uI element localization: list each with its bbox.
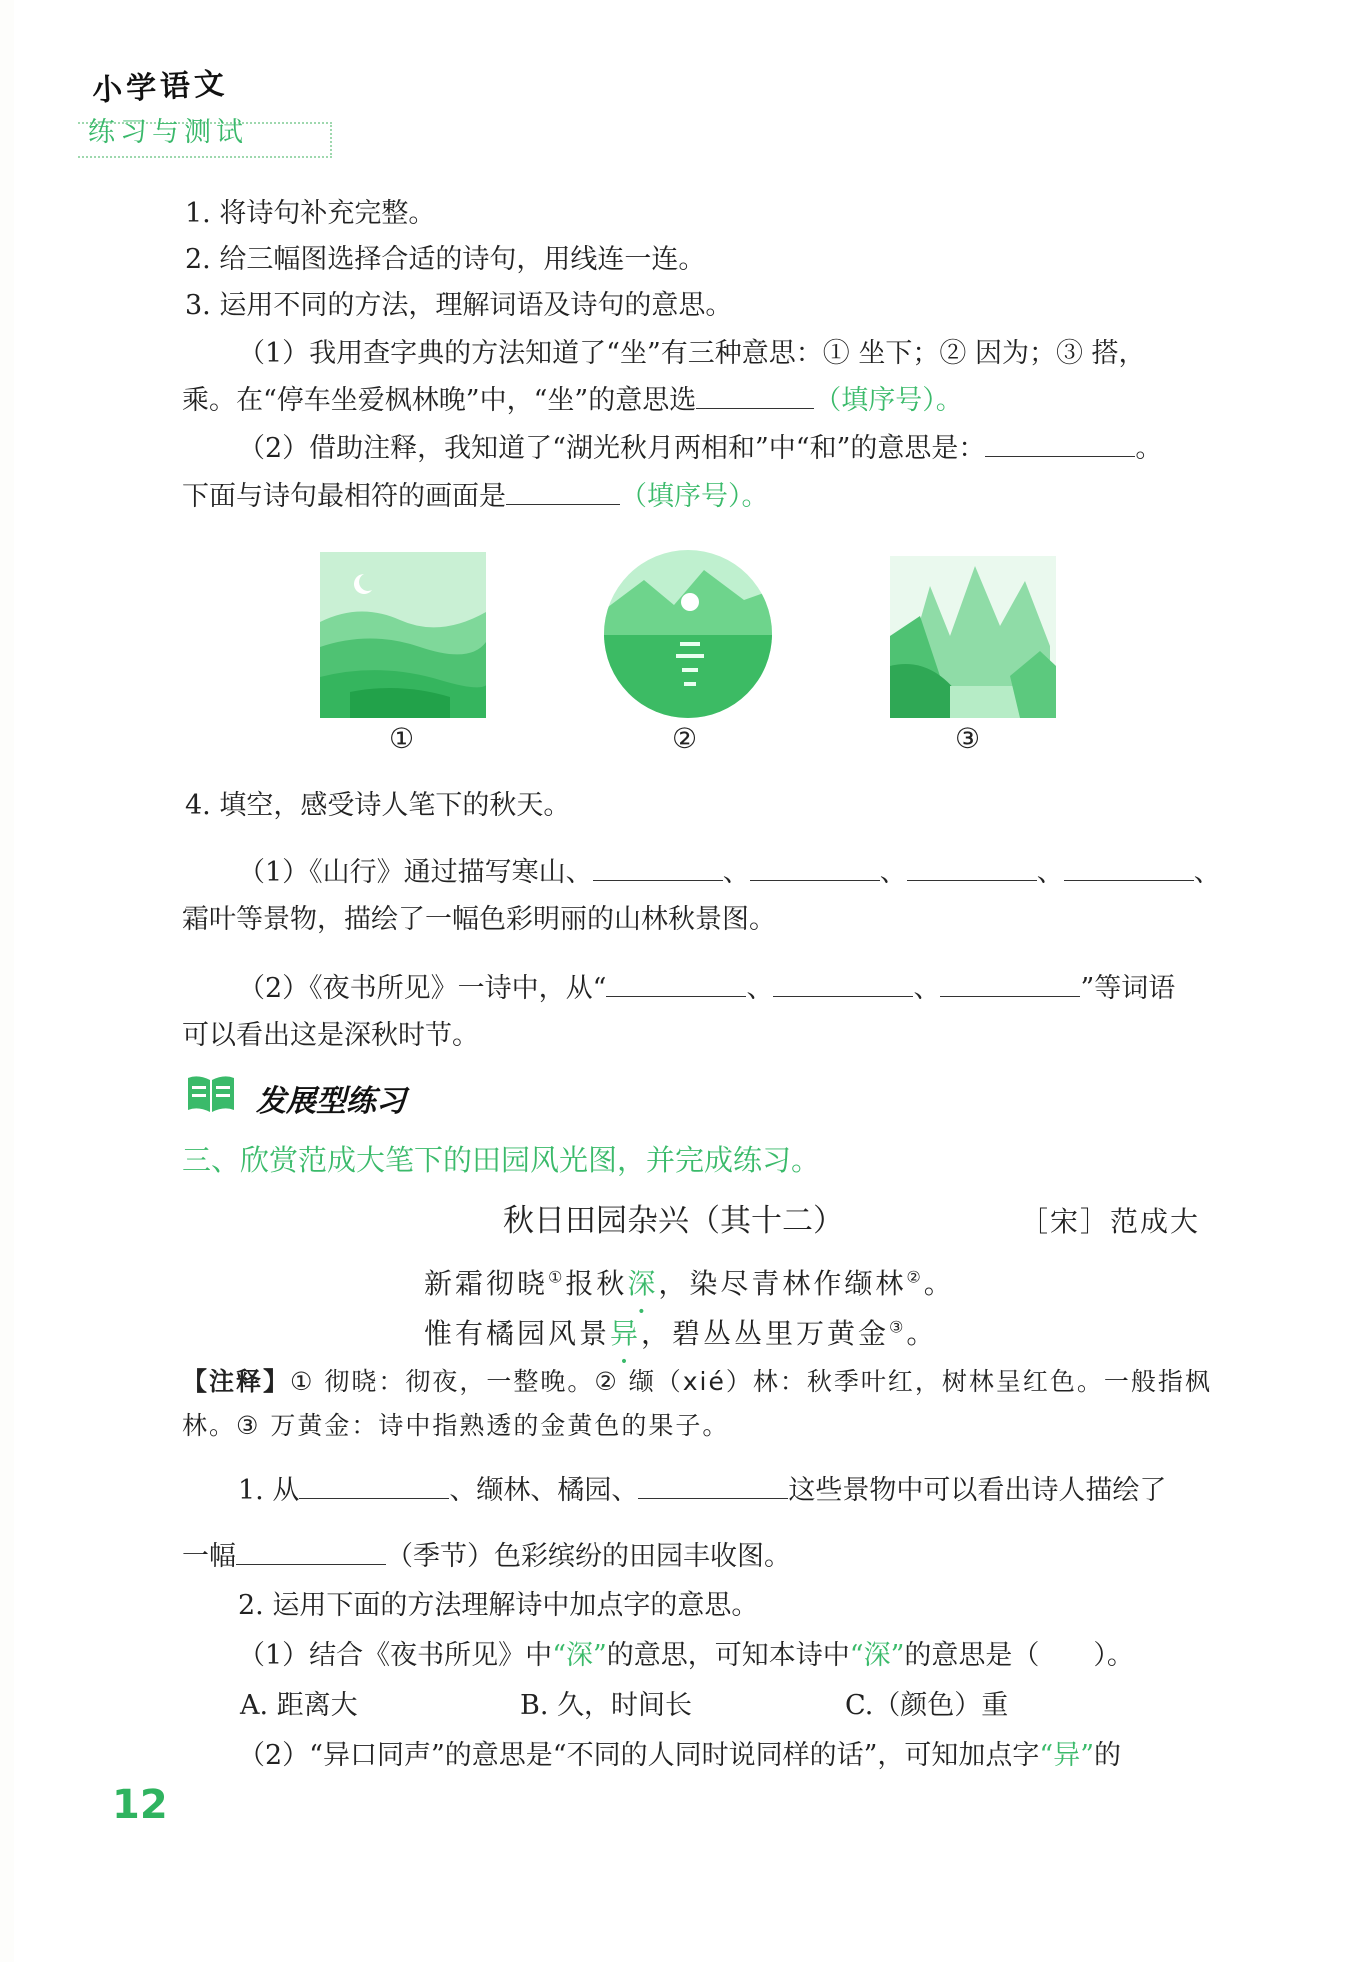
highlight-deep: “深” [552,1640,607,1671]
option-b[interactable]: B. 久，时间长 [520,1690,693,1721]
book-title: 小学语文 [91,66,230,109]
poem-text: 新霜彻晓 [424,1267,549,1300]
highlight-diff: “异” [1039,1740,1094,1771]
question-3-2-line-2 [182,476,769,517]
highlight-deep: “深” [849,1640,905,1671]
page-number: 12 [112,1782,168,1828]
question-3-1-text: 乘。在“停车坐爱枫林晚”中，“坐”的意思选 [182,385,697,416]
annotation-text: ① 彻晓：彻夜，一整晚。② 缬（xié）林：秋季叶红，树林呈红色。一般指枫 [290,1367,1212,1396]
question-4: 4. 填空，感受诗人笔下的秋天。 [185,790,571,821]
landscape-image-1 [320,552,486,718]
fill-hint: （填序号）。 [620,481,769,512]
part-3-heading: 三、欣赏范成大笔下的田园风光图，并完成练习。 [182,1143,821,1177]
question-3-2-line-1 [238,428,1162,469]
book-icon [184,1072,238,1114]
question-4-2-line-1: （2）《夜书所见》一诗中，从“ 、 、 ”等词语 [238,968,1175,1009]
question-4-1-line-1: （1）《山行》通过描写寒山、 、 、 、 、 [238,852,1221,893]
answer-blank[interactable] [606,968,746,997]
question-1: 1. 将诗句补充完整。 [185,198,436,229]
image-label-2: ② [672,722,698,755]
poem-line-2: 惟有橘园风景异，碧丛丛里万黄金③。 [424,1317,938,1350]
question-text: 的 [1094,1740,1121,1771]
question-text: 的意思是（ ）。 [904,1640,1134,1671]
question-4-1-line-2: 霜叶等景物，描绘了一幅色彩明丽的山林秋景图。 [182,904,776,935]
answer-blank[interactable] [638,1470,788,1499]
poem-title: 秋日田园杂兴（其十二） [503,1203,844,1239]
question-3-2-text-2: 下面与诗句最相符的画面是 [182,481,506,512]
image-label-3: ③ [955,722,981,755]
question-text: （2）“异口同声”的意思是“不同的人同时说同样的话”，可知加点字 [238,1740,1040,1771]
book-subtitle: 练习与测试 [88,117,248,148]
poem-text: 惟有橘园风景 [424,1317,611,1350]
question-3-1-line-1: （1）我用查字典的方法知道了“坐”有三种意思：① 坐下；② 因为；③ 搭， [238,338,1146,369]
question-text: （1）结合《夜书所见》中 [238,1640,553,1671]
fill-hint: （填序号）。 [814,385,963,416]
question-text: 、缬林、橘园、 [449,1475,639,1506]
question-4-2-end: ”等词语 [1080,973,1176,1004]
question-4-2-line-2: 可以看出这是深秋时节。 [182,1020,479,1051]
answer-blank[interactable] [940,968,1080,997]
poem-author: ［宋］范成大 [1020,1205,1201,1238]
answer-blank[interactable] [1064,852,1194,881]
answer-blank[interactable] [506,476,620,505]
question-text: 一幅 [182,1541,236,1572]
part-3-question-1-line-1 [238,1470,1166,1511]
question-4-1-text: （1）《山行》通过描写寒山、 [238,857,593,888]
answer-blank[interactable] [236,1536,386,1565]
annotation-line-2: 林。③ 万黄金：诗中指熟透的金黄色的果子。 [182,1411,730,1440]
question-text: 的意思，可知本诗中 [606,1640,850,1671]
poem-line-1: 新霜彻晓①报秋深，染尽青林作缬林②。 [424,1267,955,1300]
landscape-image-2 [604,550,772,718]
period: 。 [1135,433,1163,464]
question-3-1-line-2 [182,380,963,421]
question-3-2-text: （2）借助注释，我知道了“湖光秋月两相和”中“和”的意思是： [238,433,986,464]
image-label-1: ① [389,722,415,755]
poem-text: ，碧丛丛里万黄金 [641,1317,890,1350]
poem-text: 。 [923,1267,955,1300]
dotted-char-deep: 深 [627,1267,659,1300]
question-text: （季节）色彩缤纷的田园丰收图。 [386,1541,791,1572]
poem-text: 报秋 [565,1267,628,1300]
landscape-image-3 [890,556,1056,718]
answer-blank[interactable] [750,852,880,881]
part-3-question-2: 2. 运用下面的方法理解诗中加点字的意思。 [238,1590,759,1621]
annotation-line-1 [182,1362,1212,1398]
poem-text: 。 [906,1317,938,1350]
answer-blank[interactable] [773,968,913,997]
option-c[interactable]: C.（颜色）重 [845,1690,1009,1721]
answer-blank[interactable] [593,852,723,881]
question-3: 3. 运用不同的方法，理解词语及诗句的意思。 [185,290,733,321]
question-2: 2. 给三幅图选择合适的诗句，用线连一连。 [185,244,706,275]
answer-blank[interactable] [985,428,1135,457]
dotted-char-diff: 异 [610,1317,642,1350]
answer-blank[interactable] [299,1470,449,1499]
question-text: 1. 从 [238,1475,300,1506]
option-a[interactable]: A. 距离大 [240,1690,358,1721]
part-3-question-2-1 [238,1636,1134,1676]
section-title: 发展型练习 [256,1084,406,1119]
part-3-question-1-line-2 [182,1536,791,1577]
part-3-question-2-2 [238,1736,1121,1776]
question-text: 这些景物中可以看出诗人描绘了 [788,1475,1167,1506]
poem-text: ，染尽青林作缬林 [658,1267,907,1300]
question-4-2-text: （2）《夜书所见》一诗中，从“ [238,973,607,1004]
answer-blank[interactable] [696,380,814,409]
annotation-label: 【注释】 [182,1367,291,1396]
answer-blank[interactable] [907,852,1037,881]
